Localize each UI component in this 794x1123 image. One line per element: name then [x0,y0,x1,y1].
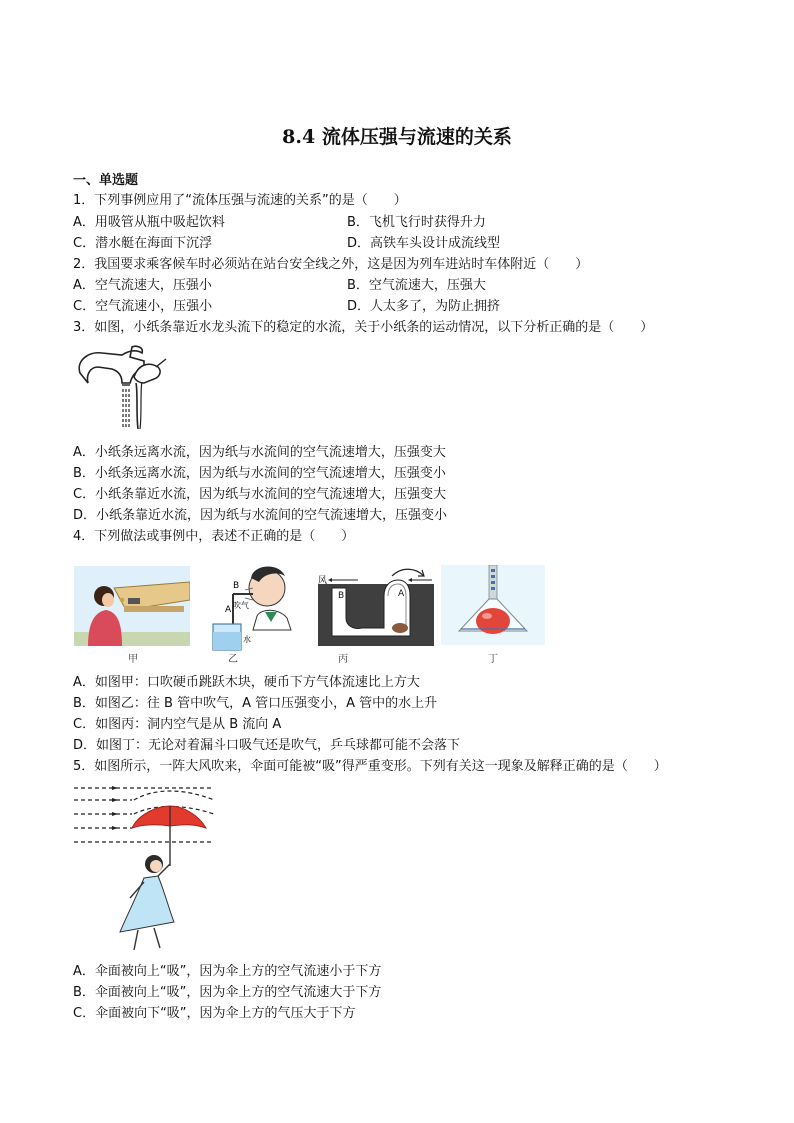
q2-option-d: D．人太多了，为防止拥挤 [347,299,501,314]
airflow-arc [392,569,424,576]
q2-option-c: C．空气流速小，压强小 [73,299,213,314]
wood-block [128,598,140,604]
ping-pong-ball [476,608,510,634]
q1-stem: 1．下列事例应用了“流体压强与流速的关系”的是（ ） [73,193,407,208]
label-fb: B [338,591,345,601]
q3-stem: 3．如图，小纸条靠近水龙头流下的稳定的水流，关于小纸条的运动情况，以下分析正确的是（ ） [73,320,654,335]
q5-option-c: C．伞面被向下“吸”，因为伞上方的气压大于下方 [73,1006,356,1021]
q4-option-b: B．如图乙：往 B 管中吹气，A 管口压强变小，A 管中的水上升 [73,696,438,711]
q3-option-c: C．小纸条靠近水流，因为纸与水流间的空气流速增大，压强变大 [73,487,447,502]
q3-option-d: D．小纸条靠近水流，因为纸与水流间的空气流速增大，压强变小 [73,508,448,523]
label-b: B [233,581,240,591]
caption-yi: 乙 [228,654,238,665]
faucet-figure [74,343,174,431]
water-stream [123,389,129,429]
label-wind: 风 [318,576,328,586]
caption-jia: 甲 [128,654,138,665]
girl-dress [120,876,174,932]
q5-stem: 5．如图所示，一阵大风吹来，伞面可能被“吸”得严重变形。下列有关这一现象及解释正确的是（ ） [73,759,667,774]
animal-icon [392,623,408,633]
q3-option-a: A．小纸条远离水流，因为纸与水流间的空气流速增大，压强变大 [73,445,446,460]
figure-bing [318,566,434,646]
figure-jia [74,566,190,646]
q2-stem: 2．我国要求乘客候车时必须站在站台安全线之外，这是因为列车进站时车体附近（ ） [73,257,589,272]
umbrella-figure [74,782,216,954]
label-water: 水 [243,635,251,644]
q4-option-d: D．如图丁：无论对着漏斗口吸气还是吹气，乒乓球都可能不会落下 [73,738,461,753]
q4-stem: 4．下列做法或事例中，表述不正确的是（ ） [73,529,355,544]
q2-option-b: B．空气流速大，压强大 [347,278,486,293]
q1-option-a: A．用吸管从瓶中吸起饮料 [73,215,225,230]
q4-option-c: C．如图丙：洞内空气是从 B 流向 A [73,717,282,732]
figure-yi [205,560,295,652]
caption-ding: 丁 [488,654,498,665]
label-fa: A [398,589,405,599]
coin-icon [120,598,124,602]
q4-option-a: A．如图甲：口吹硬币跳跃木块，硬币下方气体流速比上方大 [73,675,420,690]
label-blow: 吹气 [233,601,249,610]
q1-option-b: B．飞机飞行时获得升力 [347,215,486,230]
paper-strip [136,383,138,429]
q2-option-a: A．空气流速大，压强小 [73,278,212,293]
section-heading: 一、单选题 [73,173,139,188]
label-a: A [225,605,232,615]
caption-bing: 丙 [338,654,348,665]
umbrella-icon [132,806,206,828]
q3-option-b: B．小纸条远离水流，因为纸与水流间的空气流速增大，压强变小 [73,466,446,481]
q1-option-c: C．潜水艇在海面下沉浮 [73,236,213,251]
q5-option-a: A．伞面被向上“吸”，因为伞上方的空气流速小于下方 [73,964,382,979]
q1-option-d: D．高铁车头设计成流线型 [347,236,501,251]
figure-ding [441,565,545,645]
q5-option-b: B．伞面被向上“吸”，因为伞上方的空气流速大于下方 [73,985,382,1000]
page-title: 8.4 流体压强与流速的关系 [282,126,512,148]
